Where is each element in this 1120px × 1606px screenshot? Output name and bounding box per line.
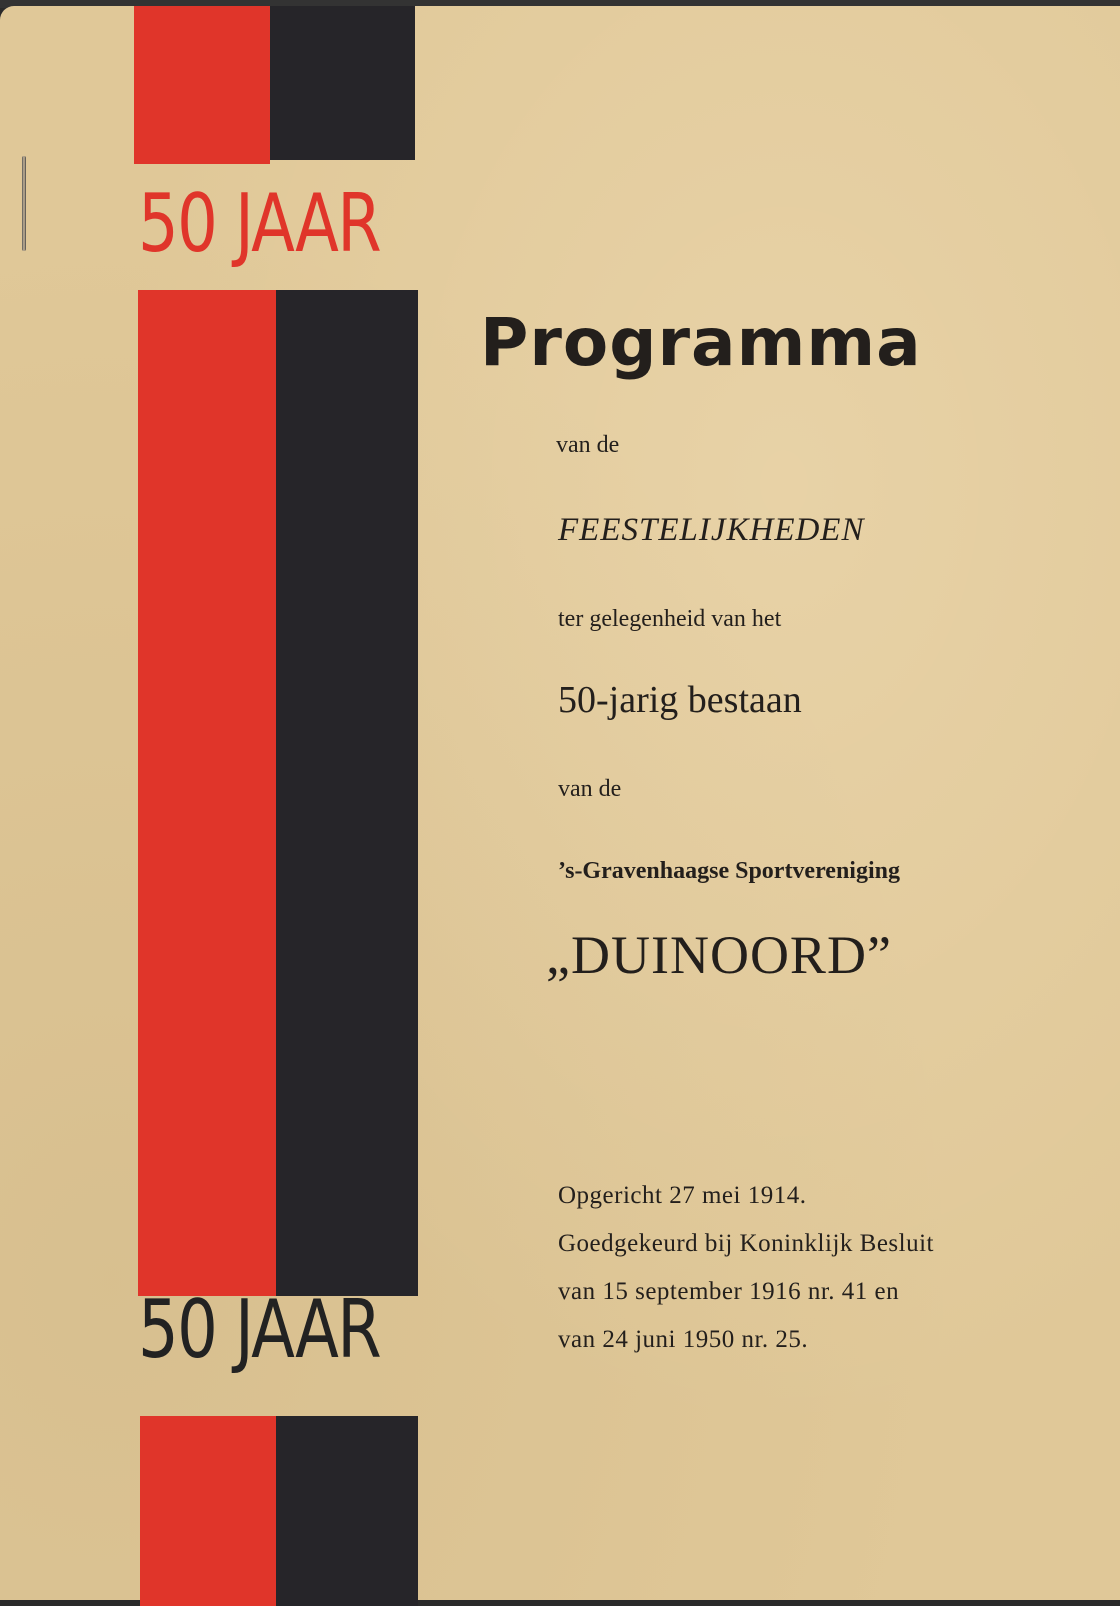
anniversary-label-bottom: 50 JAAR <box>138 1283 381 1376</box>
staple <box>22 156 26 251</box>
red-stripe-middle <box>138 290 276 1296</box>
club-name: „DUINOORD” <box>546 925 892 985</box>
event-heading: FEESTELIJKHEDEN <box>558 512 865 548</box>
cover-title: Programma <box>480 304 922 381</box>
black-stripe-middle <box>276 290 418 1296</box>
anniversary-label-top: 50 JAAR <box>138 177 381 270</box>
club-prefix: ’s-Gravenhaagse Sportvereniging <box>558 858 900 884</box>
occasion-heading: 50-jarig bestaan <box>558 679 802 721</box>
intro-line-1: van de <box>556 432 620 458</box>
red-stripe-bottom <box>140 1416 276 1606</box>
info-line: Opgericht 27 mei 1914. <box>558 1182 807 1209</box>
black-stripe-top <box>270 6 415 160</box>
info-line: Goedgekeurd bij Koninklijk Besluit <box>558 1230 934 1257</box>
intro-line-2: ter gelegenheid van het <box>558 606 782 632</box>
intro-line-3: van de <box>558 776 622 802</box>
info-line: van 15 september 1916 nr. 41 en <box>558 1278 900 1305</box>
black-stripe-bottom <box>276 1416 418 1606</box>
booklet-cover <box>0 6 1120 1600</box>
club-info <box>558 1172 934 1364</box>
info-line: van 24 juni 1950 nr. 25. <box>558 1326 809 1353</box>
red-stripe-top <box>134 6 270 164</box>
